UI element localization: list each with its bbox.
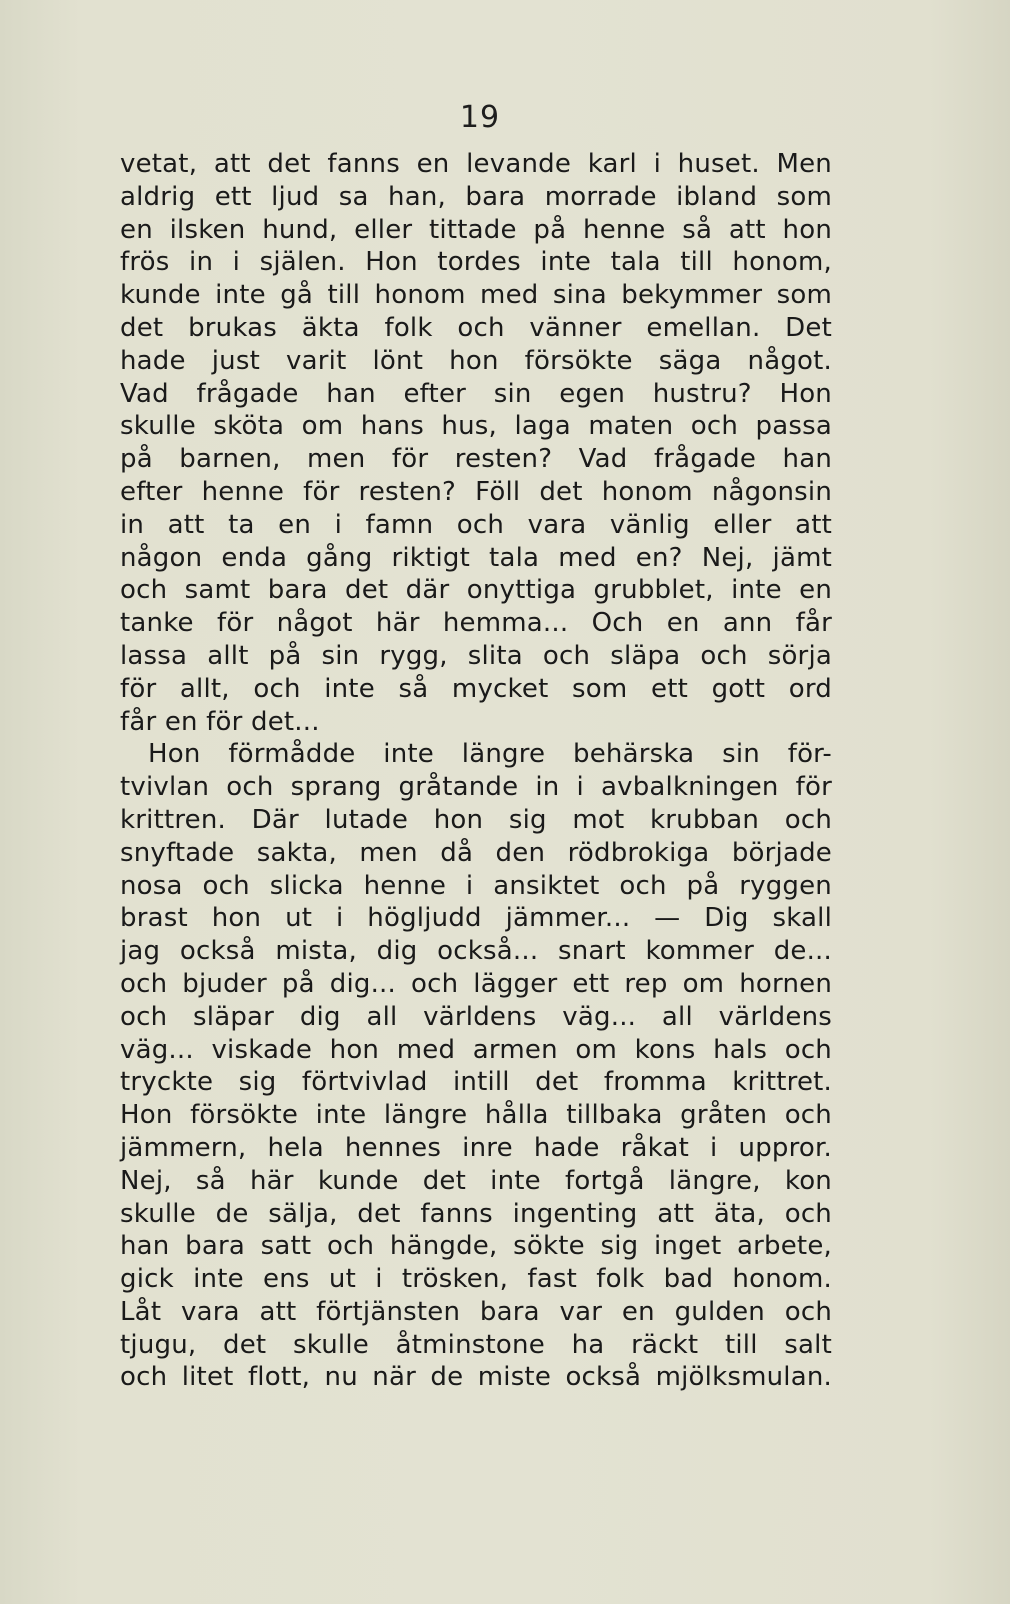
text-line: in att ta en i famn och vara vänlig eller att xyxy=(120,509,832,540)
text-line: kunde inte gå till honom med sina bekymmer som xyxy=(120,280,832,311)
text-line: aldrig ett ljud sa han, bara morrade ibland som xyxy=(120,181,832,212)
text-line: tryckte sig förtvivlad intill det fromma krittret. xyxy=(120,1067,832,1098)
text-line: brast hon ut i högljudd jämmer... — Dig skall xyxy=(120,903,832,934)
text-line: och släpar dig all världens väg... all världens xyxy=(120,1001,832,1032)
text-line: det brukas äkta folk och vänner emellan. Det xyxy=(120,312,832,343)
text-line: gick inte ens ut i trösken, fast folk bad honom. xyxy=(120,1264,832,1295)
text-line: efter henne för resten? Föll det honom någonsin xyxy=(120,476,832,507)
text-line: för allt, och inte så mycket som ett gott ord xyxy=(120,673,832,704)
text-line: Nej, så här kunde det inte fortgå längre, kon xyxy=(120,1165,832,1196)
text-line: en ilsken hund, eller tittade på henne så att hon xyxy=(120,214,832,245)
text-line: tvivlan och sprang gråtande in i avbalkningen för xyxy=(120,772,832,803)
text-line: Hon förmådde inte längre behärska sin för- xyxy=(148,739,832,770)
text-line: snyftade sakta, men då den rödbrokiga började xyxy=(120,837,832,868)
text-line: han bara satt och hängde, sökte sig inget arbete, xyxy=(120,1231,832,1262)
text-line: och litet flott, nu när de miste också mjölksmulan. xyxy=(120,1362,832,1393)
text-line: någon enda gång riktigt tala med en? Nej, jämt xyxy=(120,542,832,573)
page-number: 19 xyxy=(459,100,501,135)
text-line: krittren. Där lutade hon sig mot krubban och xyxy=(120,804,832,835)
text-line: skulle sköta om hans hus, laga maten och passa xyxy=(120,411,832,442)
text-line: frös in i själen. Hon tordes inte tala till honom, xyxy=(120,247,832,278)
text-line: vetat, att det fanns en levande karl i huset. Men xyxy=(120,149,832,179)
text-line: nosa och slicka henne i ansiktet och på ryggen xyxy=(120,870,832,901)
text-line: Vad frågade han efter sin egen hustru? Hon xyxy=(120,378,832,409)
text-line: lassa allt på sin rygg, slita och släpa och sörja xyxy=(120,640,832,671)
text-line: Hon försökte inte längre hålla tillbaka gråten och xyxy=(120,1100,832,1131)
text-line: jämmern, hela hennes inre hade råkat i uppror. xyxy=(120,1132,832,1163)
text-line: och bjuder på dig... och lägger ett rep om hornen xyxy=(120,968,832,999)
text-line: tjugu, det skulle åtminstone ha räckt till salt xyxy=(120,1329,832,1360)
text-line: tanke för något här hemma... Och en ann får xyxy=(120,608,832,639)
text-line: på barnen, men för resten? Vad frågade han xyxy=(120,444,832,475)
text-line: får en för det... xyxy=(120,706,320,737)
text-line: skulle de sälja, det fanns ingenting att äta, och xyxy=(120,1198,832,1229)
text-line: jag också mista, dig också... snart kommer de... xyxy=(120,936,832,967)
body-text xyxy=(120,148,832,1394)
text-line: och samt bara det där onyttiga grubblet, inte en xyxy=(120,575,832,606)
text-line: väg... viskade hon med armen om kons hals och xyxy=(120,1034,832,1065)
text-line: Låt vara att förtjänsten bara var en gulden och xyxy=(120,1296,832,1327)
text-line: hade just varit lönt hon försökte säga något. xyxy=(120,345,832,376)
